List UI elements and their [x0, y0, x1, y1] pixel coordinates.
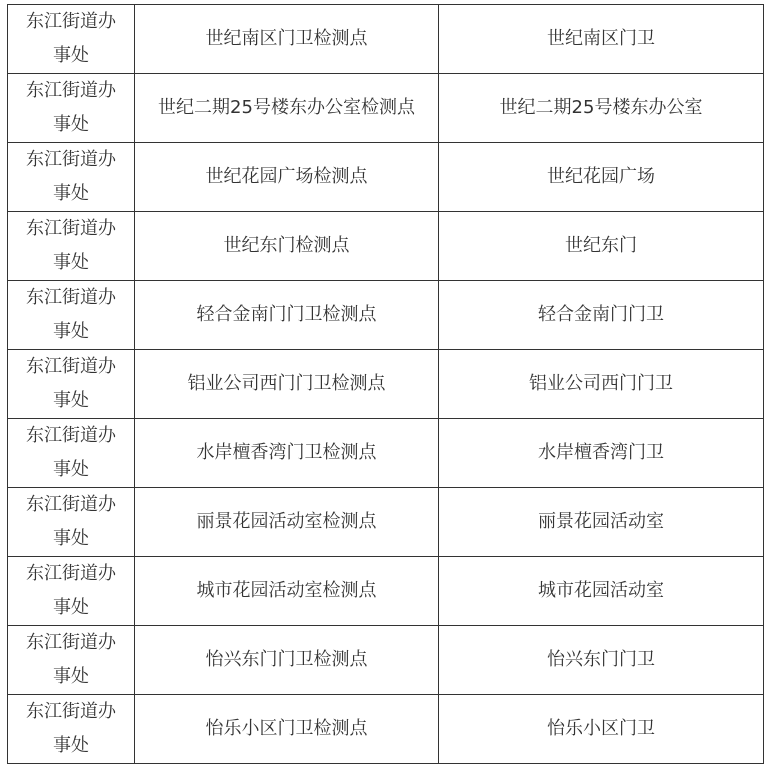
street-office-cell [8, 350, 135, 419]
testing-point-cell: 轻合金南门门卫检测点 [135, 281, 439, 350]
location-cell: 世纪二期25号楼东办公室 [439, 74, 764, 143]
street-office-cell [8, 488, 135, 557]
testing-point-cell: 水岸檀香湾门卫检测点 [135, 419, 439, 488]
street-office-text: 东江街道办事处 [26, 356, 116, 411]
testing-point-cell: 世纪东门检测点 [135, 212, 439, 281]
testing-point-cell: 世纪南区门卫检测点 [135, 5, 439, 74]
street-office-cell [8, 419, 135, 488]
street-office-cell [8, 5, 135, 74]
street-office-cell [8, 143, 135, 212]
table-row [8, 74, 764, 143]
street-office-cell [8, 74, 135, 143]
testing-point-cell: 怡乐小区门卫检测点 [135, 695, 439, 764]
location-cell: 丽景花园活动室 [439, 488, 764, 557]
table-body [8, 5, 764, 764]
street-office-cell [8, 557, 135, 626]
street-office-cell [8, 695, 135, 764]
street-office-text: 东江街道办事处 [26, 563, 116, 618]
street-office-text: 东江街道办事处 [26, 218, 116, 273]
testing-sites-table-container [7, 4, 763, 764]
street-office-cell [8, 626, 135, 695]
location-cell: 世纪南区门卫 [439, 5, 764, 74]
street-office-cell [8, 212, 135, 281]
location-cell: 城市花园活动室 [439, 557, 764, 626]
location-cell: 世纪花园广场 [439, 143, 764, 212]
street-office-text: 东江街道办事处 [26, 701, 116, 756]
table-row [8, 212, 764, 281]
table-row [8, 281, 764, 350]
street-office-cell [8, 281, 135, 350]
street-office-text: 东江街道办事处 [26, 287, 116, 342]
street-office-text: 东江街道办事处 [26, 80, 116, 135]
table-row [8, 5, 764, 74]
testing-point-cell: 怡兴东门门卫检测点 [135, 626, 439, 695]
table-row [8, 557, 764, 626]
location-cell: 世纪东门 [439, 212, 764, 281]
location-cell: 铝业公司西门门卫 [439, 350, 764, 419]
street-office-text: 东江街道办事处 [26, 11, 116, 66]
table-row [8, 350, 764, 419]
testing-point-cell: 铝业公司西门门卫检测点 [135, 350, 439, 419]
location-cell: 轻合金南门门卫 [439, 281, 764, 350]
testing-point-cell: 世纪花园广场检测点 [135, 143, 439, 212]
table-row [8, 695, 764, 764]
street-office-text: 东江街道办事处 [26, 494, 116, 549]
location-cell: 怡兴东门门卫 [439, 626, 764, 695]
testing-point-cell: 城市花园活动室检测点 [135, 557, 439, 626]
table-row [8, 143, 764, 212]
table-row [8, 488, 764, 557]
location-cell: 水岸檀香湾门卫 [439, 419, 764, 488]
table-row [8, 419, 764, 488]
testing-point-cell: 世纪二期25号楼东办公室检测点 [135, 74, 439, 143]
street-office-text: 东江街道办事处 [26, 425, 116, 480]
street-office-text: 东江街道办事处 [26, 149, 116, 204]
testing-sites-table [7, 4, 764, 764]
location-cell: 怡乐小区门卫 [439, 695, 764, 764]
street-office-text: 东江街道办事处 [26, 632, 116, 687]
testing-point-cell: 丽景花园活动室检测点 [135, 488, 439, 557]
table-row [8, 626, 764, 695]
